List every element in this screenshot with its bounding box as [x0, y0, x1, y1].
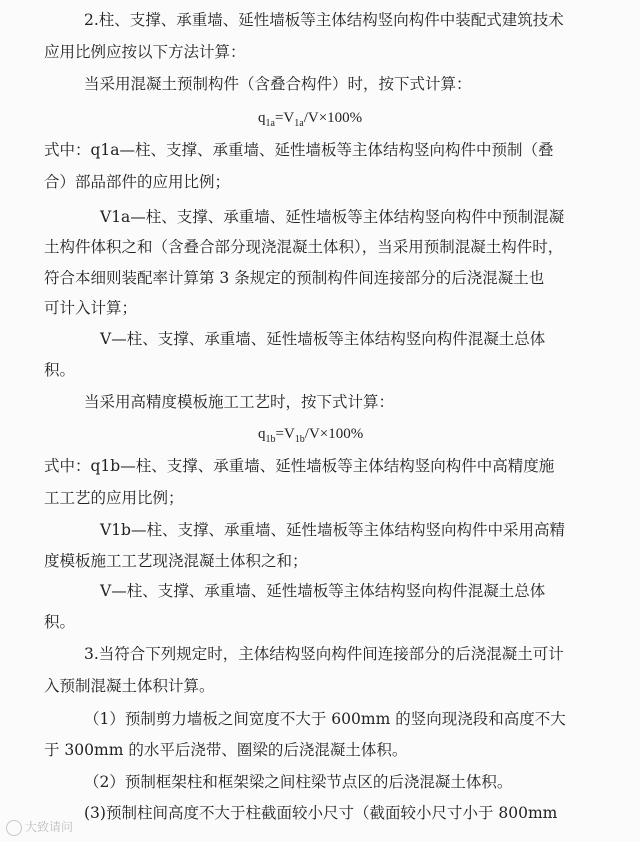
text-line: V—柱、支撑、承重墙、延性墙板等主体结构竖向构件混凝土总体 [100, 582, 546, 600]
text-line: 积。 [44, 613, 76, 631]
text-line: 度模板施工工艺现浇混凝土体积之和； [44, 552, 308, 570]
text-line: （2）预制框架柱和框架梁之间柱梁节点区的后浇混凝土体积。 [84, 773, 513, 791]
text-line: 于 300mm 的水平后浇带、圈梁的后浇混凝土体积。 [44, 741, 408, 759]
text-line: 可计入计算； [44, 299, 138, 317]
text-line: 式中：q1b—柱、支撑、承重墙、延性墙板等主体结构竖向构件中高精度施 [44, 457, 555, 475]
watermark [6, 818, 73, 836]
text-line: 合）部品部件的应用比例； [44, 173, 231, 191]
text-line: 积。 [44, 361, 76, 379]
text-line: 土构件体积之和（含叠合部分现浇混凝土体积），当采用预制混凝土构件时， [44, 238, 564, 256]
text-line: 当采用混凝土预制构件（含叠合构件）时，按下式计算： [84, 75, 472, 93]
formula-q1b: $q_{1b}=V_{1b}/V\times 100\%$ [258, 426, 364, 445]
text-line: V—柱、支撑、承重墙、延性墙板等主体结构竖向构件混凝土总体 [100, 330, 546, 348]
text-line: 3.当符合下列规定时，主体结构竖向构件间连接部分的后浇混凝土可计 [84, 645, 564, 663]
text-line: V1a—柱、支撑、承重墙、延性墙板等主体结构竖向构件中预制混凝 [100, 208, 565, 226]
formula-q1a: $q_{1a}=V_{1a}/V\times 100\%$ [258, 110, 363, 129]
text-line: 应用比例应按以下方法计算： [44, 43, 246, 61]
watermark-logo-icon [6, 820, 22, 836]
text-line: 式中：q1a—柱、支撑、承重墙、延性墙板等主体结构竖向构件中预制（叠 [44, 141, 554, 159]
text-line: 符合本细则装配率计算第 3 条规定的预制构件间连接部分的后浇混凝土也 [44, 269, 545, 287]
text-line: 工工艺的应用比例； [44, 489, 184, 507]
text-line: 入预制混凝土体积计算。 [44, 677, 215, 695]
text-line: (3)预制柱间高度不大于柱截面较小尺寸（截面较小尺寸小于 800mm [84, 804, 558, 822]
watermark-text: 大致请问 [25, 820, 74, 834]
text-line: 2.柱、支撑、承重墙、延性墙板等主体结构竖向构件中装配式建筑技术 [84, 11, 564, 29]
text-line: 当采用高精度模板施工工艺时，按下式计算： [84, 393, 395, 411]
text-line: V1b—柱、支撑、承重墙、延性墙板等主体结构竖向构件中采用高精 [100, 521, 565, 539]
text-line: （1）预制剪力墙板之间宽度不大于 600mm 的竖向现浇段和高度不大 [84, 710, 566, 728]
